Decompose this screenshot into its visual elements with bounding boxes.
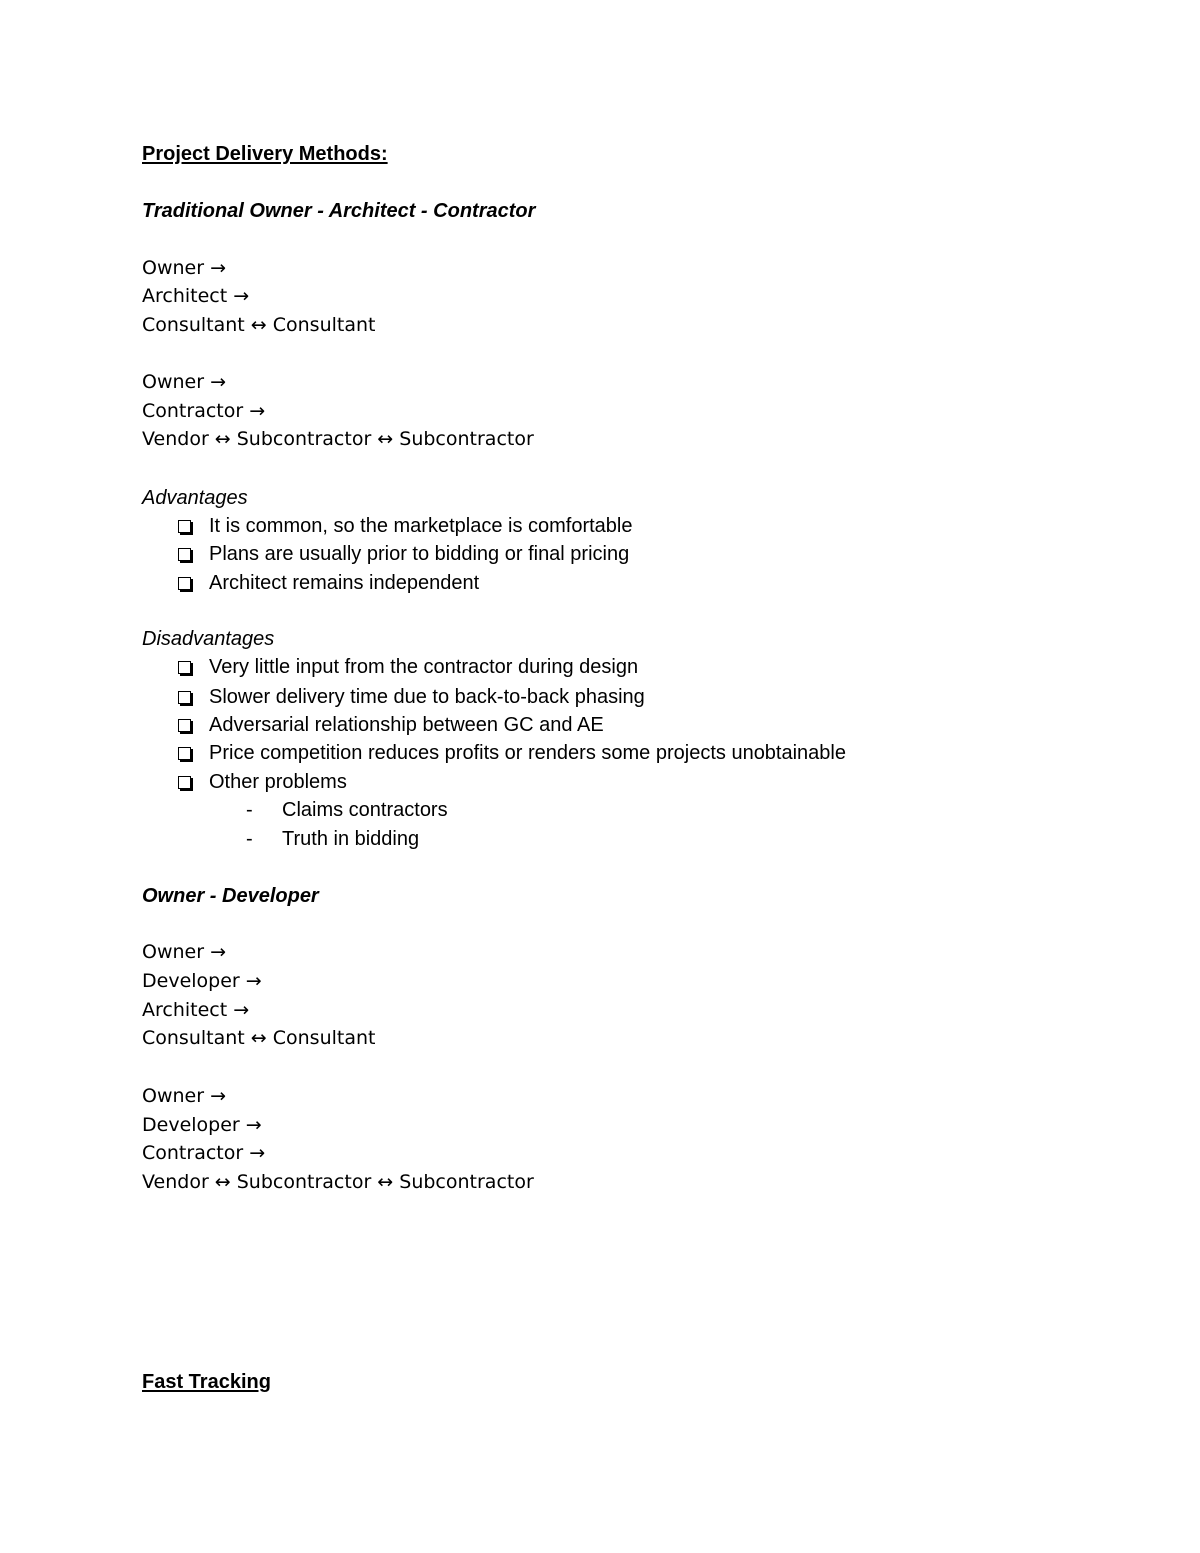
sub-list-item-text: Truth in bidding [282, 828, 420, 850]
list-item-text: Adversarial relationship between GC and AE [209, 714, 604, 736]
sub-list-item [246, 796, 448, 824]
checkbox-bullet-icon [178, 577, 191, 590]
list-item [178, 653, 638, 681]
list-item-text: Plans are usually prior to bidding or final pricing [209, 543, 630, 565]
checkbox-bullet-icon [178, 548, 191, 561]
list-item [178, 569, 479, 597]
checkbox-bullet-icon [178, 520, 191, 533]
list-item-text: Architect remains independent [209, 572, 480, 594]
list-item [178, 739, 846, 767]
list-item [178, 768, 347, 796]
checkbox-bullet-icon [178, 661, 191, 674]
list-item-text: Slower delivery time due to back-to-back phasing [209, 686, 645, 708]
list-item [178, 683, 645, 711]
advantages-label: Advantages [142, 487, 248, 509]
page-title: Project Delivery Methods: [142, 143, 388, 165]
checkbox-bullet-icon [178, 747, 191, 760]
flow-line: Architect → [142, 285, 250, 307]
list-item [178, 711, 604, 739]
list-item-text: Price competition reduces profits or renders some projects unobtainable [209, 742, 846, 764]
flow-line: Developer → [142, 1114, 262, 1136]
flow-line: Vendor ↔ Subcontractor ↔ Subcontractor [142, 428, 534, 450]
flow-line: Architect → [142, 999, 250, 1021]
list-item [178, 540, 629, 568]
flow-line: Owner → [142, 257, 226, 279]
dash-bullet: - [246, 828, 253, 850]
section-heading-owner-developer: Owner - Developer [142, 885, 319, 907]
list-item [178, 512, 633, 540]
sub-list-item-text: Claims contractors [282, 799, 448, 821]
flow-line: Consultant ↔ Consultant [142, 314, 376, 336]
flow-line: Owner → [142, 941, 226, 963]
flow-line: Vendor ↔ Subcontractor ↔ Subcontractor [142, 1171, 534, 1193]
flow-line: Developer → [142, 970, 262, 992]
sub-list-item [246, 825, 419, 853]
checkbox-bullet-icon [178, 691, 191, 704]
disadvantages-label: Disadvantages [142, 628, 275, 650]
flow-line: Owner → [142, 371, 226, 393]
flow-line: Owner → [142, 1085, 226, 1107]
checkbox-bullet-icon [178, 719, 191, 732]
flow-line: Contractor → [142, 1142, 266, 1164]
section-heading-traditional: Traditional Owner - Architect - Contractor [142, 200, 536, 222]
checkbox-bullet-icon [178, 776, 191, 789]
dash-bullet: - [246, 799, 253, 821]
list-item-text: Very little input from the contractor during design [209, 656, 639, 678]
flow-line: Contractor → [142, 400, 266, 422]
flow-line: Consultant ↔ Consultant [142, 1027, 376, 1049]
section-heading-fast-tracking: Fast Tracking [142, 1371, 271, 1393]
list-item-text: Other problems [209, 771, 347, 793]
list-item-text: It is common, so the marketplace is comfortable [209, 515, 633, 537]
